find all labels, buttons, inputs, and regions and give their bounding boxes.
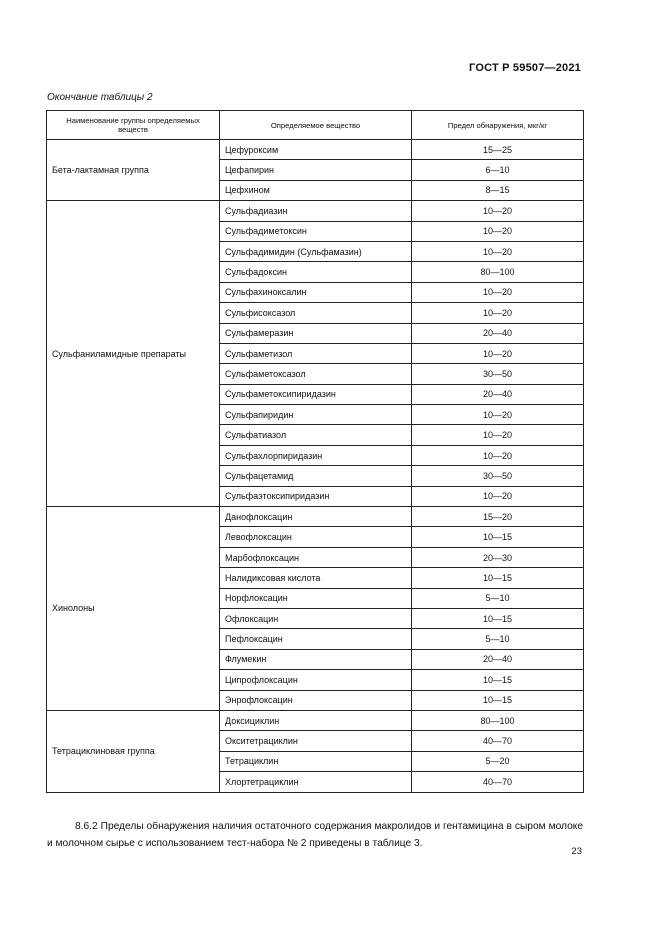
substance-cell: Налидиксовая кислота [220, 568, 412, 588]
substance-cell: Сульфадиметоксин [220, 221, 412, 241]
table-row [47, 201, 584, 221]
substance-cell: Энрофлоксацин [220, 690, 412, 710]
detection-limit-cell: 20—40 [412, 323, 584, 343]
group-name-cell: Бета-лактамная группа [47, 140, 220, 201]
detection-limit-cell: 10—20 [412, 445, 584, 465]
detection-limit-cell: 10—20 [412, 343, 584, 363]
detection-limit-cell: 10—15 [412, 690, 584, 710]
substance-cell: Цефапирин [220, 160, 412, 180]
substance-cell: Марбофлоксацин [220, 547, 412, 567]
detection-limit-cell: 80—100 [412, 262, 584, 282]
substance-cell: Сульфадиазин [220, 201, 412, 221]
column-header-limit: Предел обнаружения, мкг/кг [412, 111, 584, 140]
substance-cell: Цефуроксим [220, 140, 412, 160]
substance-cell: Сульфахиноксалин [220, 282, 412, 302]
table-header-row [47, 111, 584, 140]
detection-limit-cell: 5—10 [412, 588, 584, 608]
column-header-substance: Определяемое вещество [220, 111, 412, 140]
group-name-cell: Сульфаниламидные препараты [47, 201, 220, 507]
detection-limit-cell: 10—20 [412, 405, 584, 425]
substance-cell: Тетрациклин [220, 751, 412, 771]
detection-limit-cell: 10—15 [412, 670, 584, 690]
substance-cell: Цефхином [220, 180, 412, 200]
detection-limit-cell: 5—20 [412, 751, 584, 771]
detection-limit-cell: 10—20 [412, 486, 584, 506]
substance-cell: Сульфатиазол [220, 425, 412, 445]
substance-cell: Сульфапиридин [220, 405, 412, 425]
detection-limit-cell: 5—10 [412, 629, 584, 649]
detection-limit-cell: 10—20 [412, 303, 584, 323]
detection-limit-cell: 10—20 [412, 241, 584, 261]
detection-limit-cell: 6—10 [412, 160, 584, 180]
substance-cell: Сульфацетамид [220, 466, 412, 486]
detection-limit-cell: 10—20 [412, 425, 584, 445]
detection-limit-cell: 20—40 [412, 384, 584, 404]
detection-limit-cell: 20—30 [412, 547, 584, 567]
detection-limit-cell: 40—70 [412, 731, 584, 751]
detection-limit-cell: 30—50 [412, 364, 584, 384]
substance-cell: Сульфаметизол [220, 343, 412, 363]
paragraph-8-6-2: 8.6.2 Пределы обнаружения наличия остаточного содержания макролидов и гентамицина в сыром молоке и молочном сырье с использованием тест-набора № 2 приведены в таблице 3. [47, 821, 583, 850]
substance-cell: Пефлоксацин [220, 629, 412, 649]
page-number: 23 [571, 846, 582, 857]
substance-cell: Сульфамеразин [220, 323, 412, 343]
substance-cell: Сульфаэтоксипиридазин [220, 486, 412, 506]
table-body [47, 140, 584, 793]
detection-limits-table [46, 110, 584, 793]
substance-cell: Данофлоксацин [220, 507, 412, 527]
table-row [47, 507, 584, 527]
substance-cell: Норфлоксацин [220, 588, 412, 608]
table-caption: Окончание таблицы 2 [47, 92, 153, 103]
substance-cell: Офлоксацин [220, 608, 412, 628]
group-name-cell: Хинолоны [47, 507, 220, 711]
substance-cell: Хлортетрациклин [220, 772, 412, 792]
detection-limit-cell: 30—50 [412, 466, 584, 486]
detection-limit-cell: 10—15 [412, 568, 584, 588]
substance-cell: Окситетрациклин [220, 731, 412, 751]
table-row [47, 710, 584, 730]
detection-limit-cell: 80—100 [412, 710, 584, 730]
substance-cell: Сульфисоксазол [220, 303, 412, 323]
substance-cell: Сульфаметоксазол [220, 364, 412, 384]
detection-limit-cell: 15—20 [412, 507, 584, 527]
substance-cell: Сульфаметоксипиридазин [220, 384, 412, 404]
detection-limit-cell: 10—15 [412, 608, 584, 628]
detection-limit-cell: 40—70 [412, 772, 584, 792]
detection-limit-cell: 15—25 [412, 140, 584, 160]
detection-limit-cell: 10—20 [412, 282, 584, 302]
substance-cell: Доксициклин [220, 710, 412, 730]
substance-cell: Сульфахлорпиридазин [220, 445, 412, 465]
substance-cell: Левофлоксацин [220, 527, 412, 547]
detection-limit-cell: 10—15 [412, 527, 584, 547]
document-code: ГОСТ Р 59507—2021 [469, 62, 581, 74]
detection-limit-cell: 8—15 [412, 180, 584, 200]
detection-limit-cell: 10—20 [412, 221, 584, 241]
substance-cell: Ципрофлоксацин [220, 670, 412, 690]
column-header-group: Наименование группы определяемых веществ [47, 111, 220, 140]
substance-cell: Флумекин [220, 649, 412, 669]
substance-cell: Сульфадимидин (Сульфамазин) [220, 241, 412, 261]
detection-limit-cell: 10—20 [412, 201, 584, 221]
group-name-cell: Тетрациклиновая группа [47, 710, 220, 792]
table-row [47, 140, 584, 160]
substance-cell: Сульфадоксин [220, 262, 412, 282]
detection-limit-cell: 20—40 [412, 649, 584, 669]
